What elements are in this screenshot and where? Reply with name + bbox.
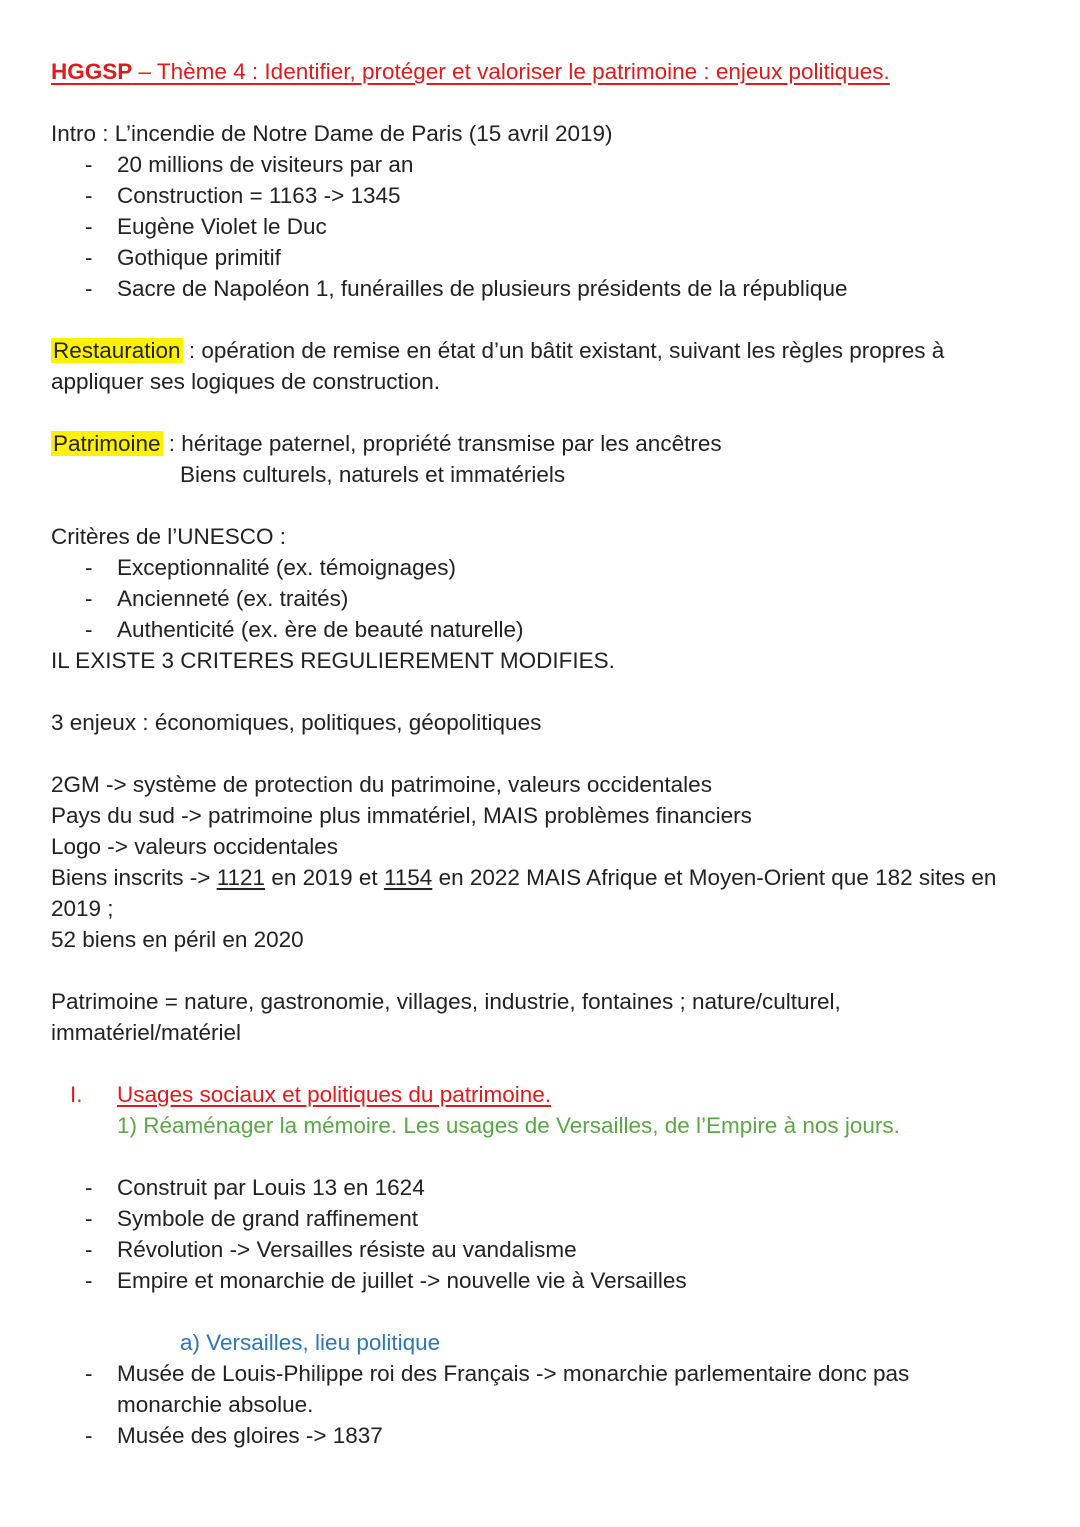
intro-item: Sacre de Napoléon 1, funérailles de plusieurs présidents de la république <box>117 276 848 301</box>
intro-item: 20 millions de visiteurs par an <box>117 152 414 177</box>
bullet-dash: - <box>85 617 93 642</box>
fact-number: 1121 <box>216 865 266 890</box>
restauration-text-cont: appliquer ses logiques de construction. <box>51 369 440 394</box>
versailles-item: Révolution -> Versailles résiste au vandalisme <box>117 1237 577 1262</box>
section-title: Usages sociaux et politiques du patrimoine. <box>117 1082 551 1107</box>
intro-heading: Intro : L’incendie de Notre Dame de Paris (15 avril 2019) <box>51 121 613 146</box>
bullet-dash: - <box>85 1206 93 1231</box>
versailles-item: Symbole de grand raffinement <box>117 1206 419 1231</box>
versailles-item: Empire et monarchie de juillet -> nouvelle vie à Versailles <box>117 1268 687 1293</box>
fact-text: en 2022 MAIS Afrique et Moyen-Orient que 182 sites en <box>432 865 997 890</box>
versailles-item: Construit par Louis 13 en 1624 <box>117 1175 425 1200</box>
fact-number: 1154 <box>383 865 433 890</box>
patrimoine-text-cont: Biens culturels, naturels et immatériels <box>180 462 566 487</box>
title-bold: HGGSP <box>51 59 133 84</box>
patrimoine-text: : héritage paternel, propriété transmise par les ancêtres <box>162 431 722 456</box>
section-numeral: I. <box>70 1082 83 1107</box>
unesco-item: Ancienneté (ex. traités) <box>117 586 349 611</box>
document-title <box>51 57 890 87</box>
fact-line: 52 biens en péril en 2020 <box>51 927 304 952</box>
fact-line: 2019 ; <box>51 896 114 921</box>
bullet-dash: - <box>85 1361 93 1386</box>
bullet-dash: - <box>85 1268 93 1293</box>
subsection-item-cont: monarchie absolue. <box>117 1392 314 1417</box>
unesco-item: Exceptionnalité (ex. témoignages) <box>117 555 456 580</box>
bullet-dash: - <box>85 555 93 580</box>
enjeux-line: 3 enjeux : économiques, politiques, géopolitiques <box>51 710 542 735</box>
subsection-item: Musée de Louis-Philippe roi des Français -> monarchie parlementaire donc pas <box>117 1361 910 1386</box>
bullet-dash: - <box>85 245 93 270</box>
patrimoine-equation: Patrimoine = nature, gastronomie, villages, industrie, fontaines ; nature/culturel, <box>51 989 841 1014</box>
bullet-dash: - <box>85 1175 93 1200</box>
bullet-dash: - <box>85 214 93 239</box>
fact-line: Logo -> valeurs occidentales <box>51 834 339 859</box>
subsection-heading: a) Versailles, lieu politique <box>180 1330 441 1355</box>
bullet-dash: - <box>85 586 93 611</box>
fact-line-biens <box>51 863 996 893</box>
subsection-item: Musée des gloires -> 1837 <box>117 1423 383 1448</box>
bullet-dash: - <box>85 1237 93 1262</box>
intro-item: Construction = 1163 -> 1345 <box>117 183 401 208</box>
patrimoine-equation-cont: immatériel/matériel <box>51 1020 242 1045</box>
bullet-dash: - <box>85 276 93 301</box>
bullet-dash: - <box>85 1423 93 1448</box>
title-rest: – Thème 4 : Identifier, protéger et valoriser le patrimoine : enjeux politiques. <box>132 59 890 84</box>
fact-text: Biens inscrits -> <box>51 865 217 890</box>
restauration-term: Restauration <box>53 338 181 363</box>
unesco-note: IL EXISTE 3 CRITERES REGULIEREMENT MODIFIES. <box>51 648 615 673</box>
bullet-dash: - <box>85 152 93 177</box>
restauration-definition <box>51 336 944 366</box>
section-subtitle: 1) Réaménager la mémoire. Les usages de Versailles, de l’Empire à nos jours. <box>117 1113 900 1138</box>
unesco-heading: Critères de l’UNESCO : <box>51 524 287 549</box>
unesco-item: Authenticité (ex. ère de beauté naturelle) <box>117 617 524 642</box>
fact-line: 2GM -> système de protection du patrimoine, valeurs occidentales <box>51 772 712 797</box>
bullet-dash: - <box>85 183 93 208</box>
fact-text: en 2019 et <box>265 865 384 890</box>
patrimoine-term: Patrimoine <box>53 431 161 456</box>
fact-line: Pays du sud -> patrimoine plus immatériel, MAIS problèmes financiers <box>51 803 752 828</box>
patrimoine-definition <box>51 429 722 459</box>
restauration-text: : opération de remise en état d’un bâtit existant, suivant les règles propres à <box>182 338 945 363</box>
intro-item: Eugène Violet le Duc <box>117 214 327 239</box>
intro-item: Gothique primitif <box>117 245 281 270</box>
